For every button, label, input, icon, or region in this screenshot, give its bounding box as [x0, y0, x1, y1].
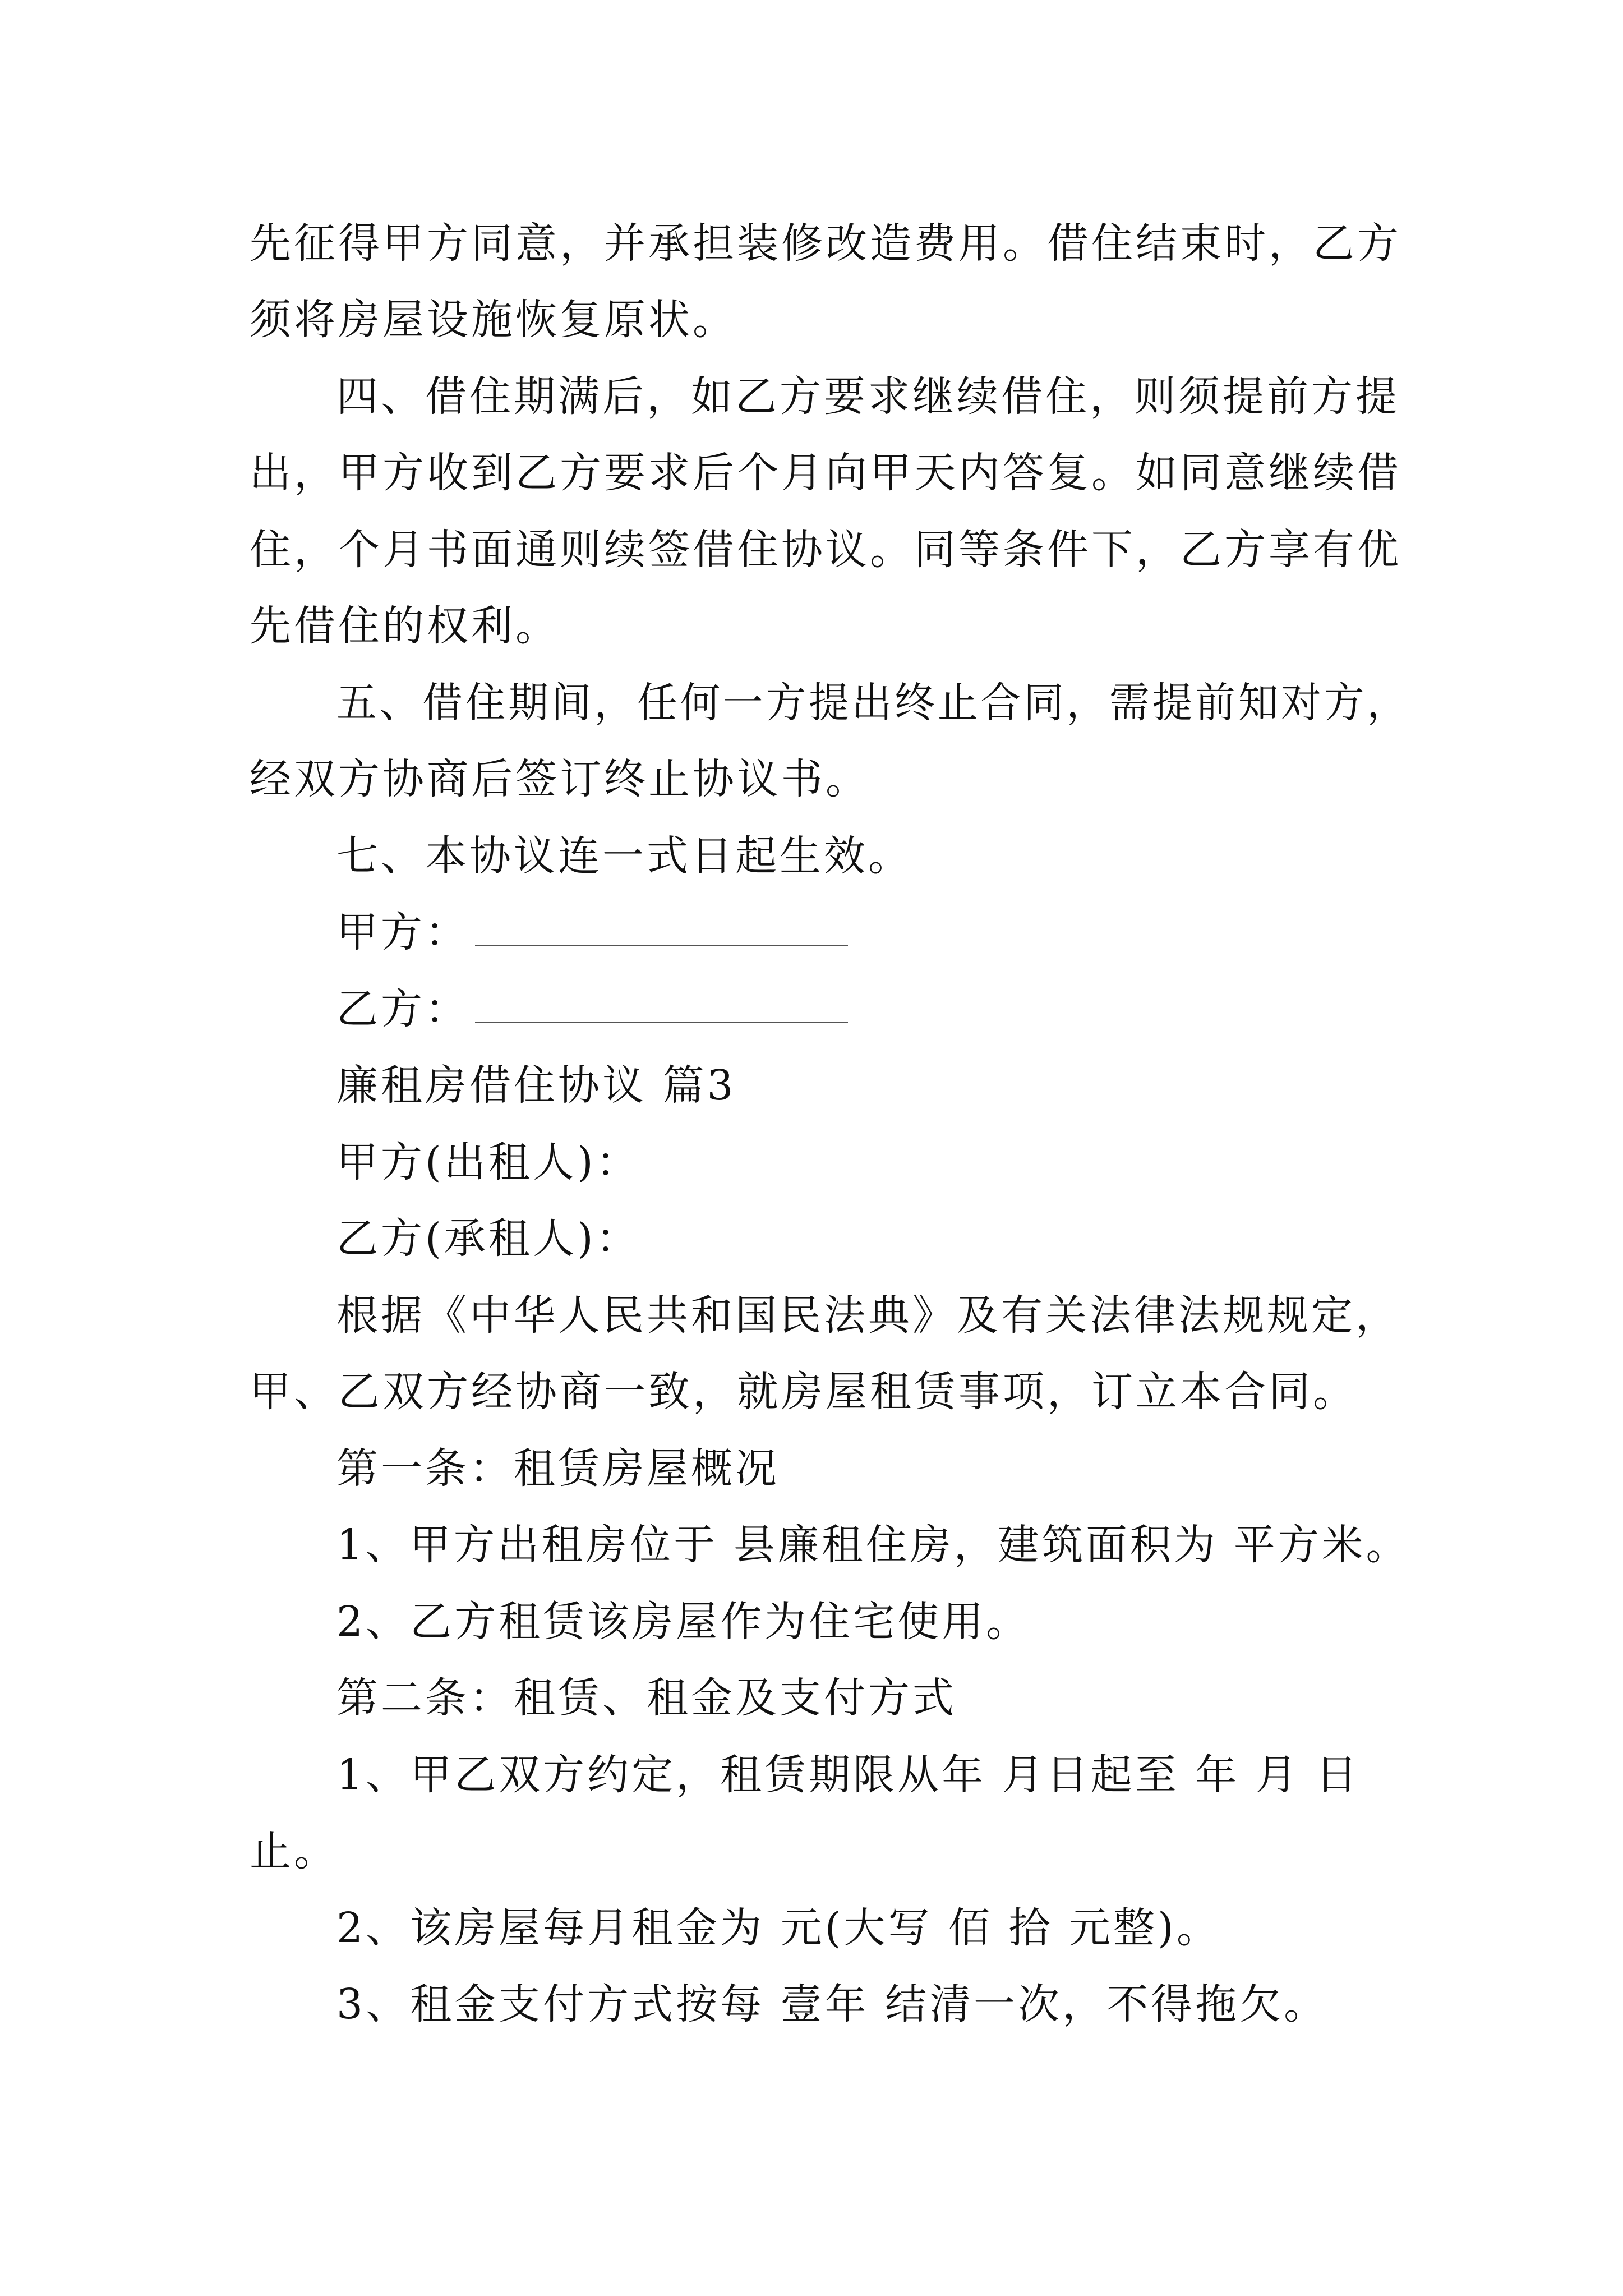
section-heading: 廉租房借住协议 篇3 [336, 1061, 736, 1110]
text-line: 甲方(出租人)： [336, 1138, 640, 1186]
party-a-label: 甲方： [336, 908, 469, 956]
text-line: 出，甲方收到乙方要求后个月向甲天内答复。如同意继续借 [250, 449, 1401, 497]
text-line: 根据《中华人民共和国民法典》及有关法律法规规定， [336, 1291, 1400, 1340]
text-line: 甲、乙双方经协商一致，就房屋租赁事项，订立本合同。 [250, 1368, 1357, 1416]
text-line: 先借住的权利。 [250, 602, 560, 650]
text-line: 止。 [250, 1827, 338, 1875]
signature-blank [475, 914, 848, 946]
text-line: 住，个月书面通则续签借住协议。同等条件下，乙方享有优 [250, 526, 1401, 574]
signature-blank [475, 991, 848, 1023]
text-line: 经双方协商后签订终止协议书。 [250, 755, 870, 803]
text-line: 第一条：租赁房屋概况 [336, 1444, 780, 1493]
signature-line-party-b [336, 985, 848, 1033]
text-line: 第二条：租赁、租金及支付方式 [336, 1674, 957, 1722]
text-line: 五、借住期间，任何一方提出终止合同，需提前知对方， [336, 679, 1410, 727]
text-line: 须将房屋设施恢复原状。 [250, 296, 737, 344]
text-line: 先征得甲方同意，并承担装修改造费用。借住结束时，乙方 [250, 219, 1401, 268]
text-line: 2、乙方租赁该房屋作为住宅使用。 [336, 1598, 1031, 1646]
text-line: 四、借住期满后，如乙方要求继续借住，则须提前方提 [336, 372, 1400, 421]
signature-line-party-a [336, 908, 848, 956]
text-line: 七、本协议连一式日起生效。 [336, 832, 912, 880]
text-line: 1、甲乙双方约定，租赁期限从年 月日起至 年 月 日 [336, 1751, 1361, 1799]
party-b-label: 乙方： [336, 985, 469, 1033]
text-line: 1、甲方出租房位于 县廉租住房，建筑面积为 平方米。 [336, 1521, 1410, 1569]
text-line: 2、该房屋每月租金为 元(大写 佰 拾 元整)。 [336, 1904, 1221, 1952]
text-line: 3、租金支付方式按每 壹年 结清一次，不得拖欠。 [336, 1980, 1329, 2028]
text-line: 乙方(承租人)： [336, 1214, 640, 1263]
